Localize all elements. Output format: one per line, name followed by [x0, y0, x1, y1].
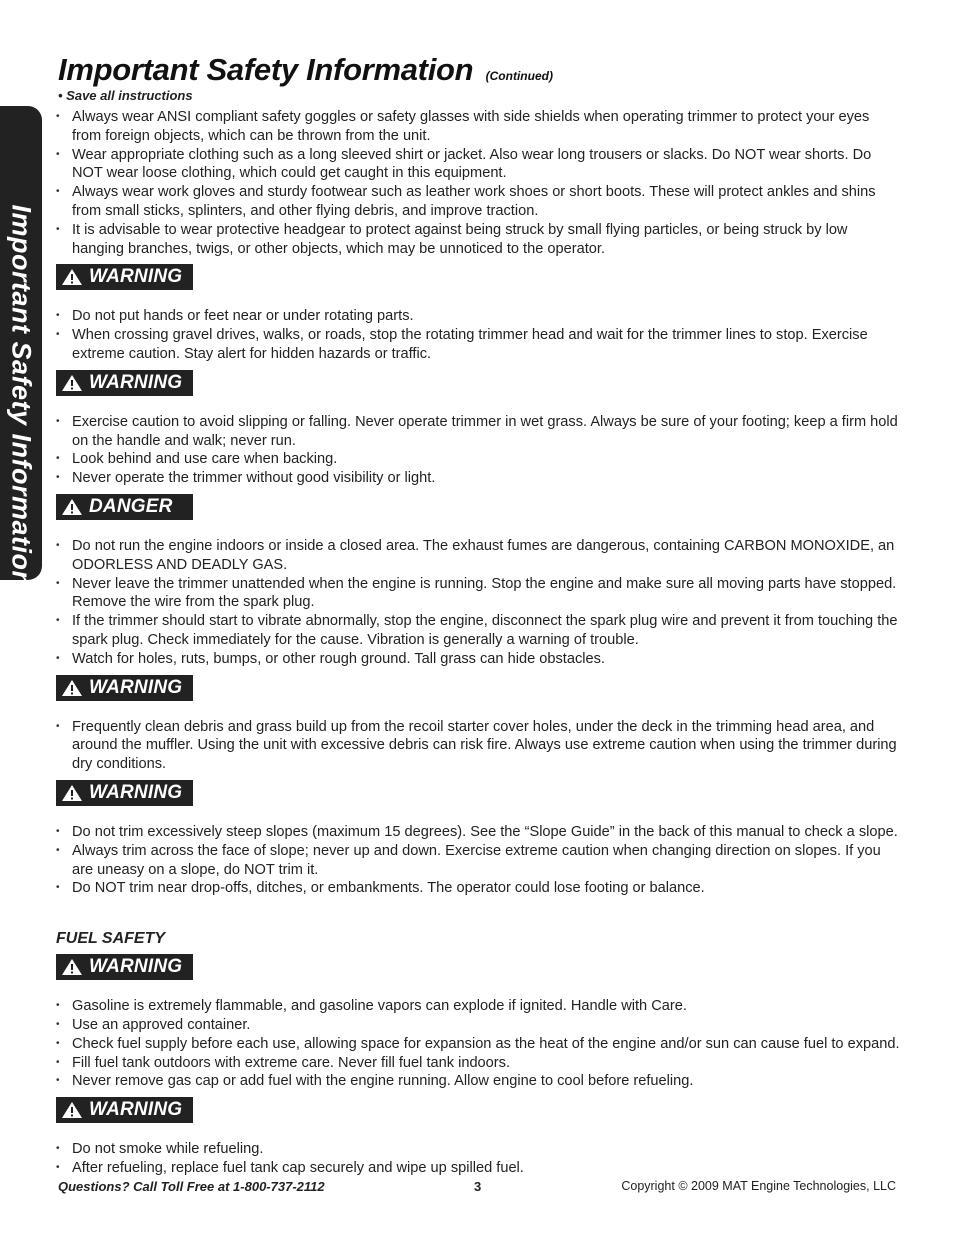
danger-banner: [56, 494, 193, 520]
intro-list: [56, 108, 901, 258]
page-title-text: Important Safety Information: [58, 52, 474, 87]
list-item: • After refueling, replace fuel tank cap securely and wipe up spilled fuel.: [56, 1159, 901, 1178]
list-item: • Always wear work gloves and sturdy footwear such as leather work shoes or short boots. These will protect ankles and shins from small sticks, splinters, and other flying debris, and improve traction.: [56, 183, 901, 221]
footer-copyright: Copyright © 2009 MAT Engine Technologies, LLC: [621, 1179, 896, 1193]
banner-label: WARNING: [89, 956, 183, 978]
footer-questions: Questions? Call Toll Free at 1-800-737-2112: [58, 1179, 325, 1194]
list-item: • Never remove gas cap or add fuel with the engine running. Allow engine to cool before refueling.: [56, 1072, 901, 1091]
warning-triangle-icon: [61, 784, 83, 802]
list-item: • Do not run the engine indoors or inside a closed area. The exhaust fumes are dangerous, containing CARBON MONOXIDE, an ODORLESS AND DEADLY GAS.: [56, 537, 901, 575]
warning-list: [56, 537, 901, 669]
banner-label: WARNING: [89, 676, 183, 698]
banner-label: WARNING: [89, 266, 183, 288]
list-item: • When crossing gravel drives, walks, or roads, stop the rotating trimmer head and wait for the trimmer lines to stop. Exercise extreme caution. Stay alert for hidden hazards or traffic.: [56, 326, 901, 364]
list-item: • Always trim across the face of slope; never up and down. Exercise extreme caution when changing direction on slopes. If you are uneasy on a slope, do NOT trim it.: [56, 842, 901, 880]
warning-list: [56, 307, 901, 363]
title-continued: (Continued): [485, 69, 553, 83]
list-item: • Do not put hands or feet near or under rotating parts.: [56, 307, 901, 326]
list-item: • Do NOT trim near drop-offs, ditches, or embankments. The operator could lose footing or balance.: [56, 879, 901, 898]
list-item: • Watch for holes, ruts, bumps, or other rough ground. Tall grass can hide obstacles.: [56, 650, 901, 669]
list-item: • Exercise caution to avoid slipping or falling. Never operate trimmer in wet grass. Always be sure of your footing; keep a firm hold on the handle and walk; never run.: [56, 413, 901, 451]
side-tab-label: Important Safety Information: [6, 204, 37, 588]
warning-banner: [56, 780, 193, 806]
list-item: • Gasoline is extremely flammable, and gasoline vapors can explode if ignited. Handle with Care.: [56, 997, 901, 1016]
warning-triangle-icon: [61, 679, 83, 697]
list-item: • Look behind and use care when backing.: [56, 450, 901, 469]
warning-banner: [56, 370, 193, 396]
warning-list: [56, 823, 901, 898]
list-item: • If the trimmer should start to vibrate abnormally, stop the engine, disconnect the spark plug wire and prevent it from touching the spark plug. Check immediately for the cause. Vibration is generally a warning of trouble.: [56, 612, 901, 650]
banner-label: WARNING: [89, 1099, 183, 1121]
warning-list: [56, 413, 901, 488]
banner-label: WARNING: [89, 371, 183, 393]
warning-banner: [56, 954, 193, 980]
warning-blocks: [56, 258, 901, 898]
save-note: • Save all instructions: [58, 88, 193, 103]
list-item: • Never operate the trimmer without good visibility or light.: [56, 469, 901, 488]
list-item: • Wear appropriate clothing such as a long sleeved shirt or jacket. Also wear long trousers or slacks. Do NOT wear shorts. Do NOT wear loose clothing, which could get caught in this equipment.: [56, 146, 901, 184]
side-tab: [0, 106, 42, 588]
banner-label: DANGER: [89, 495, 173, 517]
page-number: 3: [474, 1179, 482, 1194]
warning-triangle-icon: [61, 268, 83, 286]
list-item: • Do not trim excessively steep slopes (maximum 15 degrees). See the “Slope Guide” in the back of this manual to check a slope.: [56, 823, 901, 842]
page-footer: [58, 1179, 896, 1199]
list-item: • Fill fuel tank outdoors with extreme care. Never fill fuel tank indoors.: [56, 1054, 901, 1073]
list-item: • Do not smoke while refueling.: [56, 1140, 901, 1159]
safety-content: [56, 108, 901, 1178]
warning-triangle-icon: [61, 1101, 83, 1119]
warning-banner: [56, 264, 193, 290]
warning-list: [56, 718, 901, 774]
list-item: • Always wear ANSI compliant safety goggles or safety glasses with side shields when operating trimmer to protect your eyes from foreign objects, which can be thrown from the unit.: [56, 108, 901, 146]
list-item: • Check fuel supply before each use, allowing space for expansion as the heat of the engine and/or sun can cause fuel to expand.: [56, 1035, 901, 1054]
warning-triangle-icon: [61, 958, 83, 976]
warning-triangle-icon: [61, 374, 83, 392]
banner-label: WARNING: [89, 781, 183, 803]
list-item: • Never leave the trimmer unattended when the engine is running. Stop the engine and make sure all moving parts have stopped. Remove the wire from the spark plug.: [56, 575, 901, 613]
warning-banner: [56, 1097, 193, 1123]
warning-triangle-icon: [61, 498, 83, 516]
fuel-warning-blocks: [56, 948, 901, 1178]
list-item: • It is advisable to wear protective headgear to protect against being struck by small flying particles, or being struck by low hanging branches, twigs, or other objects, which may be unnoticed to the operator.: [56, 221, 901, 259]
warning-banner: [56, 675, 193, 701]
warning-list: [56, 1140, 901, 1178]
list-item: • Frequently clean debris and grass build up from the recoil starter cover holes, under the deck in the trimming head area, and around the muffler. Using the unit with excessive debris can risk fire. Always use extreme caution when using the trimmer during dry conditions.: [56, 718, 901, 774]
warning-list: [56, 997, 901, 1091]
page-title: [58, 52, 553, 88]
fuel-safety-heading: FUEL SAFETY: [56, 930, 166, 948]
list-item: • Use an approved container.: [56, 1016, 901, 1035]
